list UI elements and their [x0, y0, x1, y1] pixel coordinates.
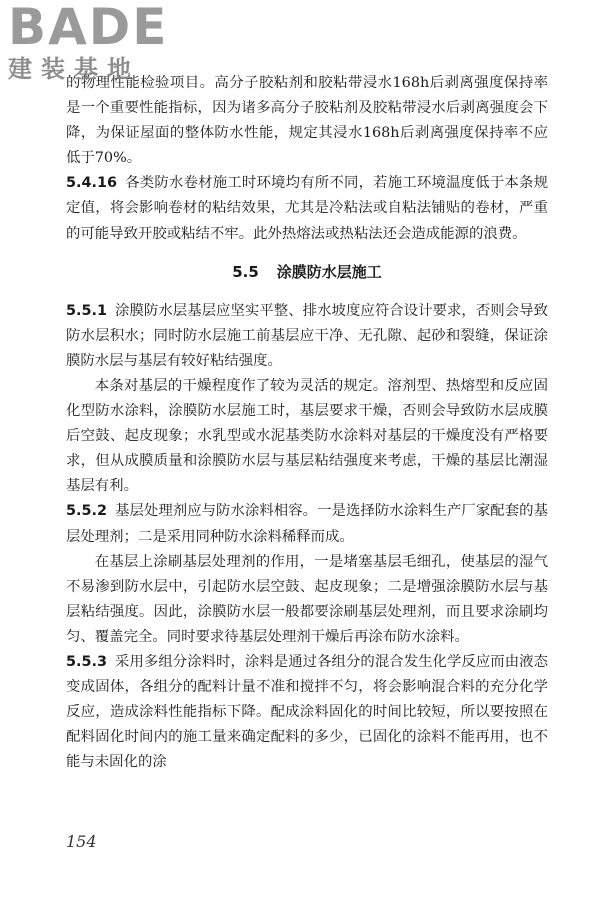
paragraph-5-5-1-explanation: 本条对基层的干燥程度作了较为灵活的规定。溶剂型、热熔型和反应固化型防水涂料，涂膜防水层施工时，基层要求干燥，否则会导致防水层成膜后空鼓、起皮现象；水乳型或水泥基类防水涂料对基层的干燥度没有严格要求，但从成膜质量和涂膜防水层与基层粘结强度来考虑，干燥的基层比潮湿基层有利。 [66, 377, 548, 495]
page-number: 154 [66, 832, 97, 851]
publisher-logo [8, 2, 178, 90]
page-body [66, 71, 548, 775]
clause-number: 5.4.16 [66, 175, 117, 192]
clause-5-5-3 [66, 650, 548, 775]
logo-mark: BADE [8, 0, 169, 56]
logo-subtitle: 建装基地 [8, 55, 140, 83]
paragraph-continuation: 的物理性能检验项目。高分子胶粘剂和胶粘带浸水168h后剥离强度保持率是一个重要性能指标，因为诸多高分子胶粘剂及胶粘带浸水后剥离强度会下降，为保证屋面的整体防水性能，规定其浸水168h后剥离强度保持率不应低于70%。 [66, 75, 548, 167]
section-number: 5.5 [232, 262, 259, 281]
clause-number: 5.5.2 [66, 503, 107, 520]
clause-5-5-2 [66, 499, 548, 549]
clause-number: 5.5.3 [66, 653, 107, 670]
paragraph-5-5-2-explanation: 在基层上涂刷基层处理剂的作用，一是堵塞基层毛细孔，使基层的湿气不易渗到防水层中，引起防水层空鼓、起皮现象；二是增强涂膜防水层与基层粘结强度。因此，涂膜防水层一般都要涂刷基层处理剂，而且要求涂刷均匀、覆盖完全。同时要求待基层处理剂干燥后再涂布防水涂料。 [66, 553, 548, 645]
clause-text: 基层处理剂应与防水涂料相容。一是选择防水涂料生产厂家配套的基层处理剂；二是采用同种防水涂料稀释而成。 [66, 503, 548, 545]
section-title: 涂膜防水层施工 [276, 262, 382, 281]
clause-text: 采用多组分涂料时，涂料是通过各组分的混合发生化学反应而由液态变成固体，各组分的配料计量不准和搅拌不匀，将会影响混合料的充分化学反应，造成涂料性能指标下降。配成涂料固化的时间比较短，所以要按照在配料固化时间内的施工量来确定配料的多少，已固化的涂料不能再用，也不能与未固化的涂 [66, 653, 548, 771]
clause-text: 涂膜防水层基层应坚实平整、排水坡度应符合设计要求，否则会导致防水层积水；同时防水层施工前基层应干净、无孔隙、起砂和裂缝，保证涂膜防水层与基层有较好粘结强度。 [66, 302, 548, 369]
clause-5-5-1 [66, 299, 548, 374]
clause-number: 5.5.1 [66, 302, 107, 319]
section-heading [66, 260, 548, 284]
clause-5-4-16 [66, 171, 548, 246]
clause-text: 各类防水卷材施工时环境均有所不同，若施工环境温度低于本条规定值，将会影响卷材的粘结效果，尤其是冷粘法或自粘法铺贴的卷材，严重的可能导致开胶或粘结不牢。此外热熔法或热粘法还会造成能源的浪费。 [66, 175, 548, 242]
